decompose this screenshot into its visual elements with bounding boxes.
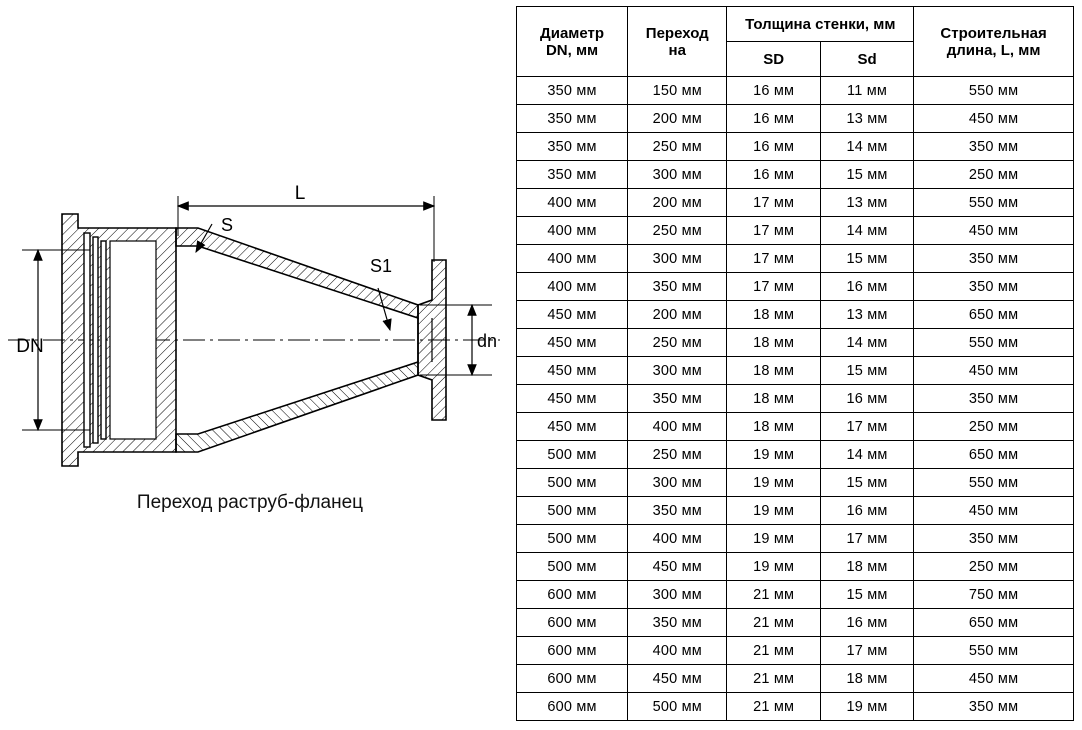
- cell-wall-sd: 17 мм: [727, 245, 821, 273]
- header-length-line2: длина, L, мм: [946, 41, 1041, 59]
- cell-wall-sd-small: 19 мм: [820, 693, 913, 721]
- table-row: [517, 105, 1074, 133]
- cell-wall-sd-small: 13 мм: [820, 189, 913, 217]
- spec-table-wrap: [516, 6, 1076, 721]
- cell-wall-sd-small: 15 мм: [820, 161, 913, 189]
- cell-dn: 600 мм: [517, 693, 628, 721]
- cell-wall-sd-small: 13 мм: [820, 301, 913, 329]
- header-transition: [628, 7, 727, 77]
- cell-wall-sd-small: 14 мм: [820, 133, 913, 161]
- cell-wall-sd-small: 17 мм: [820, 525, 913, 553]
- cell-wall-sd: 16 мм: [727, 161, 821, 189]
- header-wall-thickness: Толщина стенки, мм: [727, 7, 914, 42]
- cell-dn: 500 мм: [517, 441, 628, 469]
- table-row: [517, 217, 1074, 245]
- cell-wall-sd: 17 мм: [727, 189, 821, 217]
- cell-transition: 350 мм: [628, 497, 727, 525]
- cell-transition: 350 мм: [628, 609, 727, 637]
- table-row: [517, 161, 1074, 189]
- table-row: [517, 441, 1074, 469]
- cell-wall-sd: 18 мм: [727, 385, 821, 413]
- cell-length: 350 мм: [914, 133, 1074, 161]
- cell-transition: 350 мм: [628, 273, 727, 301]
- cell-dn: 500 мм: [517, 525, 628, 553]
- table-row: [517, 693, 1074, 721]
- cell-length: 750 мм: [914, 581, 1074, 609]
- cell-length: 450 мм: [914, 357, 1074, 385]
- cell-wall-sd: 17 мм: [727, 217, 821, 245]
- table-row: [517, 469, 1074, 497]
- table-row: [517, 329, 1074, 357]
- cell-dn: 600 мм: [517, 637, 628, 665]
- cell-transition: 450 мм: [628, 665, 727, 693]
- table-row: [517, 77, 1074, 105]
- cell-length: 650 мм: [914, 301, 1074, 329]
- specification-table: [516, 6, 1074, 721]
- cell-length: 450 мм: [914, 217, 1074, 245]
- cell-wall-sd-small: 15 мм: [820, 581, 913, 609]
- table-row: [517, 413, 1074, 441]
- header-transition-line2: на: [668, 41, 686, 59]
- cell-dn: 350 мм: [517, 133, 628, 161]
- cell-dn: 400 мм: [517, 189, 628, 217]
- cell-length: 650 мм: [914, 609, 1074, 637]
- cell-transition: 300 мм: [628, 581, 727, 609]
- cell-transition: 250 мм: [628, 217, 727, 245]
- cell-dn: 450 мм: [517, 357, 628, 385]
- cell-dn: 600 мм: [517, 609, 628, 637]
- cell-transition: 350 мм: [628, 385, 727, 413]
- dim-label-L: L: [294, 183, 306, 204]
- cell-wall-sd: 19 мм: [727, 553, 821, 581]
- cell-transition: 500 мм: [628, 693, 727, 721]
- technical-drawing: [0, 0, 512, 730]
- cell-wall-sd-small: 15 мм: [820, 469, 913, 497]
- cell-transition: 200 мм: [628, 189, 727, 217]
- cell-wall-sd-small: 17 мм: [820, 637, 913, 665]
- cell-transition: 250 мм: [628, 329, 727, 357]
- table-row: [517, 553, 1074, 581]
- cell-dn: 500 мм: [517, 469, 628, 497]
- table-row: [517, 245, 1074, 273]
- cell-transition: 450 мм: [628, 553, 727, 581]
- cell-length: 550 мм: [914, 469, 1074, 497]
- reducer-drawing-svg: [0, 0, 512, 520]
- table-row: [517, 133, 1074, 161]
- table-row: [517, 525, 1074, 553]
- cell-length: 350 мм: [914, 693, 1074, 721]
- cell-transition: 300 мм: [628, 469, 727, 497]
- cell-length: 450 мм: [914, 105, 1074, 133]
- cell-wall-sd-small: 17 мм: [820, 413, 913, 441]
- table-head: [517, 7, 1074, 77]
- header-dn-line2: DN, мм: [545, 41, 599, 59]
- cell-length: 650 мм: [914, 441, 1074, 469]
- table-row: [517, 497, 1074, 525]
- dim-label-S: S: [221, 215, 234, 235]
- drawing-caption: Переход раструб-фланец: [136, 492, 364, 513]
- cell-wall-sd: 21 мм: [727, 581, 821, 609]
- cell-wall-sd-small: 16 мм: [820, 609, 913, 637]
- socket-ring-3: [101, 241, 106, 439]
- cell-dn: 500 мм: [517, 553, 628, 581]
- cell-length: 550 мм: [914, 77, 1074, 105]
- cell-transition: 200 мм: [628, 105, 727, 133]
- cell-length: 350 мм: [914, 385, 1074, 413]
- cell-transition: 300 мм: [628, 357, 727, 385]
- cell-transition: 150 мм: [628, 77, 727, 105]
- cell-transition: 400 мм: [628, 413, 727, 441]
- cell-wall-sd: 21 мм: [727, 665, 821, 693]
- cell-length: 550 мм: [914, 189, 1074, 217]
- cell-length: 450 мм: [914, 497, 1074, 525]
- table-row: [517, 301, 1074, 329]
- cell-transition: 200 мм: [628, 301, 727, 329]
- cell-wall-sd: 21 мм: [727, 609, 821, 637]
- cell-wall-sd: 16 мм: [727, 133, 821, 161]
- cell-dn: 400 мм: [517, 273, 628, 301]
- cell-dn: 350 мм: [517, 77, 628, 105]
- cell-wall-sd: 21 мм: [727, 693, 821, 721]
- cell-length: 250 мм: [914, 161, 1074, 189]
- cell-dn: 450 мм: [517, 385, 628, 413]
- cell-dn: 350 мм: [517, 105, 628, 133]
- table-row: [517, 609, 1074, 637]
- table-header-row-main: [517, 7, 1074, 42]
- header-dn-line1: Диаметр: [540, 24, 605, 42]
- cell-dn: 450 мм: [517, 413, 628, 441]
- cell-wall-sd-small: 15 мм: [820, 245, 913, 273]
- cell-wall-sd-small: 16 мм: [820, 497, 913, 525]
- cell-dn: 450 мм: [517, 329, 628, 357]
- table-row: [517, 357, 1074, 385]
- cell-dn: 400 мм: [517, 217, 628, 245]
- cone-wall-bottom: [176, 362, 418, 452]
- cell-wall-sd-small: 11 мм: [820, 77, 913, 105]
- cell-dn: 600 мм: [517, 665, 628, 693]
- cell-wall-sd: 21 мм: [727, 637, 821, 665]
- cell-wall-sd-small: 14 мм: [820, 441, 913, 469]
- table-row: [517, 637, 1074, 665]
- cell-wall-sd-small: 14 мм: [820, 217, 913, 245]
- cell-dn: 400 мм: [517, 245, 628, 273]
- header-transition-line1: Переход: [645, 24, 709, 42]
- table-body: [517, 77, 1074, 721]
- header-dn: [517, 7, 628, 77]
- header-wall-SD: SD: [727, 42, 821, 77]
- cell-dn: 450 мм: [517, 301, 628, 329]
- table-row: [517, 665, 1074, 693]
- table-row: [517, 581, 1074, 609]
- cell-length: 350 мм: [914, 525, 1074, 553]
- cell-length: 250 мм: [914, 553, 1074, 581]
- table-row: [517, 189, 1074, 217]
- cell-wall-sd-small: 18 мм: [820, 553, 913, 581]
- cell-wall-sd: 19 мм: [727, 441, 821, 469]
- cell-wall-sd: 16 мм: [727, 77, 821, 105]
- cell-wall-sd: 19 мм: [727, 497, 821, 525]
- cell-transition: 300 мм: [628, 161, 727, 189]
- cell-length: 550 мм: [914, 329, 1074, 357]
- cell-transition: 250 мм: [628, 441, 727, 469]
- header-length: [914, 7, 1074, 77]
- socket-bore: [110, 241, 156, 439]
- cell-wall-sd-small: 16 мм: [820, 273, 913, 301]
- dim-label-dn: dn: [476, 331, 498, 351]
- cell-dn: 600 мм: [517, 581, 628, 609]
- cell-wall-sd-small: 13 мм: [820, 105, 913, 133]
- cell-wall-sd: 19 мм: [727, 525, 821, 553]
- cell-wall-sd: 17 мм: [727, 273, 821, 301]
- table-row: [517, 273, 1074, 301]
- cell-length: 550 мм: [914, 637, 1074, 665]
- cell-transition: 400 мм: [628, 525, 727, 553]
- socket-ring-2: [93, 237, 98, 443]
- table-row: [517, 385, 1074, 413]
- cell-wall-sd: 18 мм: [727, 357, 821, 385]
- cell-wall-sd: 18 мм: [727, 413, 821, 441]
- socket-ring-1: [84, 233, 90, 447]
- cell-length: 350 мм: [914, 245, 1074, 273]
- cell-wall-sd-small: 15 мм: [820, 357, 913, 385]
- cell-wall-sd: 16 мм: [727, 105, 821, 133]
- cell-wall-sd: 19 мм: [727, 469, 821, 497]
- header-wall-Sd: Sd: [820, 42, 913, 77]
- cell-dn: 500 мм: [517, 497, 628, 525]
- dim-label-S1: S1: [370, 256, 393, 276]
- cell-length: 250 мм: [914, 413, 1074, 441]
- header-length-line1: Строительная: [940, 24, 1047, 42]
- cell-wall-sd: 18 мм: [727, 301, 821, 329]
- cell-wall-sd-small: 16 мм: [820, 385, 913, 413]
- cell-transition: 400 мм: [628, 637, 727, 665]
- dim-label-DN: DN: [16, 336, 44, 357]
- cell-length: 350 мм: [914, 273, 1074, 301]
- cell-wall-sd-small: 18 мм: [820, 665, 913, 693]
- cell-dn: 350 мм: [517, 161, 628, 189]
- cell-transition: 250 мм: [628, 133, 727, 161]
- cell-wall-sd-small: 14 мм: [820, 329, 913, 357]
- cell-wall-sd: 18 мм: [727, 329, 821, 357]
- cell-length: 450 мм: [914, 665, 1074, 693]
- cell-transition: 300 мм: [628, 245, 727, 273]
